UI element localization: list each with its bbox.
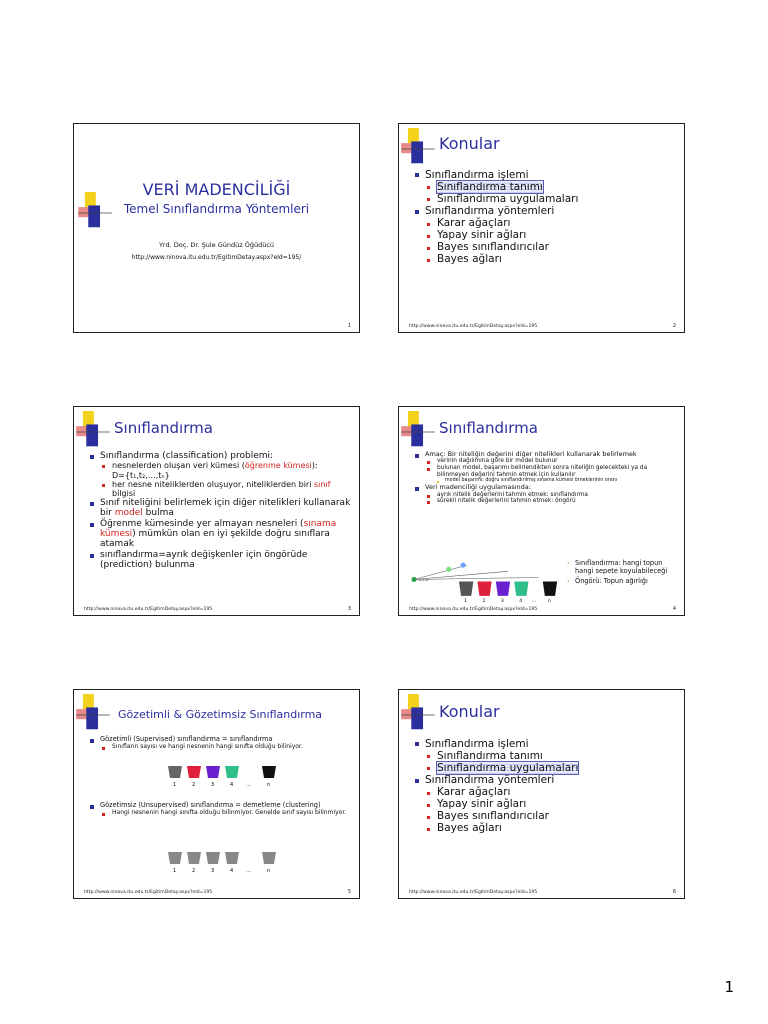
list-item: Veri madenciliği uygulamasında: [415, 484, 676, 491]
slide-2 [398, 123, 685, 333]
footer-url[interactable]: http://www.ninova.itu.edu.tr/EgitimDetay.aspx?eId=195 [409, 324, 538, 329]
basket-label: … [246, 868, 251, 874]
basket-label: 3 [211, 868, 215, 874]
list-item: Hangi nesnenin hangi sınıfta olduğu bilinmiyor. Genelde sınıf sayısı bilinmiyor. [102, 810, 351, 817]
slide-number: 4 [672, 606, 676, 612]
slide-title: Sınıflandırma [114, 419, 213, 437]
basket-label: 4 [519, 598, 523, 603]
list-item: Sınıf niteliğini belirlemek için diğer nitelikleri kullanarak bir model bulma [90, 498, 351, 519]
basket-label: … [246, 782, 251, 788]
slide-6 [398, 689, 685, 899]
list-item: Sınıflandırma uygulamaları [427, 762, 676, 774]
slide-decoration-icon [401, 411, 435, 453]
course-link[interactable]: http://www.ninova.itu.edu.tr/EgitimDetay.aspx?eId=195/ [131, 254, 302, 261]
list-item: Sınıflandırma tanımı [427, 750, 676, 762]
slide-3 [73, 406, 360, 616]
list-item: Karar ağaçları [427, 217, 676, 229]
list-item: Öğrenme kümesinde yer almayan nesneleri (sınama kümesi) mümkün olan en iyi şekilde doğru sınıflara atamak [90, 519, 351, 550]
footer-url[interactable]: http://www.ninova.itu.edu.tr/EgitimDetay.aspx?eId=195 [409, 890, 538, 895]
slide-number: 3 [347, 606, 351, 612]
slide-body [415, 169, 676, 266]
slide-body [90, 451, 351, 571]
labeled-baskets-illustration [162, 764, 292, 788]
slide-decoration-icon [401, 128, 435, 170]
list-item: Sınıflandırma tanımı [427, 181, 676, 193]
slide-1 [73, 123, 360, 333]
list-item: Bayes ağları [427, 822, 676, 834]
basket-label: 1 [173, 782, 177, 788]
list-item: Yapay sinir ağları [427, 229, 676, 241]
slide-number: 1 [347, 323, 351, 329]
basket-label: n [547, 598, 551, 603]
list-item: Sınıflandırma (classification) problemi: [90, 451, 351, 461]
slide-decoration-icon [76, 694, 110, 736]
slide-title: Gözetimli & Gözetimsiz Sınıflandırma [118, 708, 323, 721]
list-item: bulunan model, başarımı belirlendikten sonra niteliğin gelecekteki ya da bilinmeyen değerini tahmin etmek için kullanılır [427, 465, 676, 478]
side-note: › Sınıflandırma: hangi topun hangi sepete koyulabileceği › Öngörü: Topun ağırlığı [567, 559, 668, 586]
slide-number: 5 [347, 889, 351, 895]
basket-label: n [267, 782, 271, 788]
list-item: Sınıflandırma yöntemleri [415, 774, 676, 786]
slide-5 [73, 689, 360, 899]
slide-number: 2 [672, 323, 676, 329]
slide-4 [398, 406, 685, 616]
baskets-illustration [405, 557, 560, 603]
list-item: Gözetimli (Supervised) sınıflandırma = sınıflandırma [90, 736, 351, 744]
list-item: ayrık nitelik değerlerini tahmin etmek: sınıflandırma [427, 492, 676, 499]
slide-body-2 [90, 802, 351, 816]
list-item: verinin dağılımına göre bir model bulunur [427, 458, 676, 465]
footer-url[interactable]: http://www.ninova.itu.edu.tr/EgitimDetay.aspx?eId=195 [409, 607, 538, 612]
basket-label: 3 [500, 598, 504, 603]
slide-title: Konular [439, 702, 500, 721]
basket-label: n [267, 868, 271, 874]
list-item: Sınıfların sayısı ve hangi nesnenin hangi sınıfta olduğu biliniyor. [102, 744, 351, 751]
basket-label: … [531, 598, 537, 603]
list-item: Karar ağaçları [427, 786, 676, 798]
slide-body [415, 738, 676, 835]
basket-label: 2 [192, 782, 196, 788]
list-item: her nesne niteliklerden oluşuyor, niteliklerden biri sınıf bilgisi [102, 480, 351, 498]
list-item: sınıflandırma=ayrık değişkenler için öngörüde (prediction) bulunma [90, 550, 351, 571]
slide-title: Sınıflandırma [439, 419, 538, 437]
svg-text:→+→: →+→ [418, 577, 429, 583]
basket-label: 4 [230, 868, 234, 874]
slide-title: VERİ MADENCİLİĞİ [142, 180, 291, 199]
list-item: sürekli nitelik değerlerini tahmin etmek: öngörü [427, 498, 676, 505]
author: Yrd. Doç. Dr. Şule Gündüz Öğüdücü [158, 241, 275, 249]
slide-body [415, 451, 676, 505]
list-item: Bayes sınıflandırıcılar [427, 241, 676, 253]
basket-label: 4 [230, 782, 234, 788]
unlabeled-baskets-illustration [162, 850, 292, 874]
basket-label: 2 [192, 868, 196, 874]
basket-label: 1 [464, 598, 468, 603]
list-item: Bayes ağları [427, 253, 676, 265]
list-item: Sınıflandırma yöntemleri [415, 205, 676, 217]
basket-label: 3 [211, 782, 215, 788]
slide-number: 6 [672, 889, 676, 895]
list-item: Bayes sınıflandırıcılar [427, 810, 676, 822]
page-number: 1 [724, 978, 734, 996]
slide-body [90, 736, 351, 750]
footer-url[interactable]: http://www.ninova.itu.edu.tr/EgitimDetay.aspx?eId=195 [84, 607, 213, 612]
list-item: model başarımı: doğru sınıflandırılmış sınama kümesi örneklerinin oranı [437, 478, 676, 484]
list-item: Amaç: Bir niteliğin değerini diğer nitelikleri kullanarak belirlemek [415, 451, 676, 458]
slide-subtitle: Temel Sınıflandırma Yöntemleri [123, 202, 310, 216]
list-item: Sınıflandırma işlemi [415, 169, 676, 181]
basket-label: 2 [482, 598, 486, 603]
basket-label: 1 [173, 868, 177, 874]
list-item: Sınıflandırma uygulamaları [427, 193, 676, 205]
list-item: Yapay sinir ağları [427, 798, 676, 810]
list-item: nesnelerden oluşan veri kümesi (öğrenme kümesi): D={t₁,t₂,…,tₙ} [102, 461, 351, 479]
footer-url[interactable]: http://www.ninova.itu.edu.tr/EgitimDetay.aspx?eId=195 [84, 890, 213, 895]
list-item: Sınıflandırma işlemi [415, 738, 676, 750]
slide-title: Konular [439, 134, 500, 153]
slide-decoration-icon [76, 411, 110, 453]
slide-decoration-icon [401, 694, 435, 736]
list-item: Gözetimsiz (Unsupervised) sınıflandırma = demetleme (clustering) [90, 802, 351, 810]
